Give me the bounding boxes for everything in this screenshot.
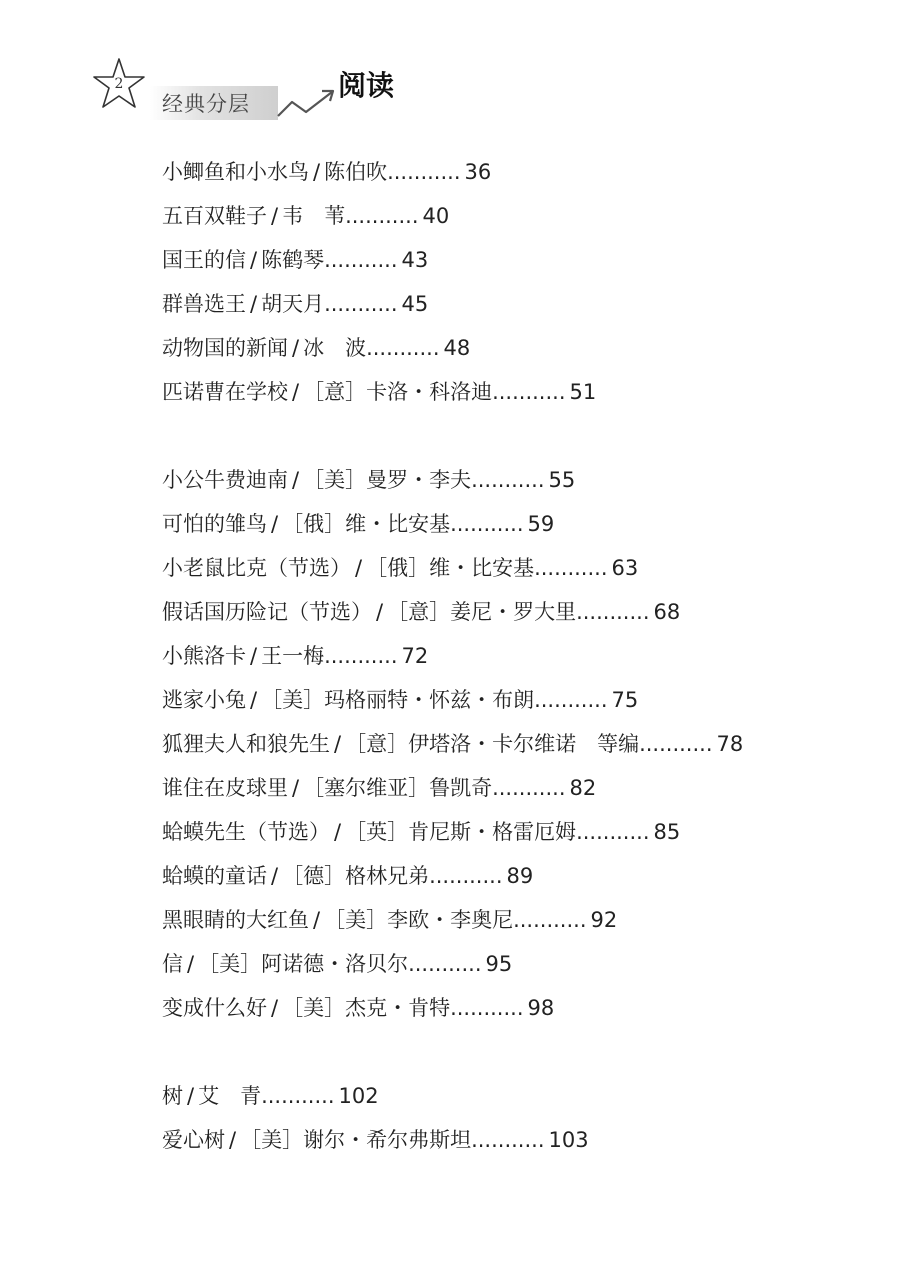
entry-leader: ...........: [408, 952, 482, 976]
entry-author: ［美］阿诺德・洛贝尔: [198, 952, 409, 976]
entry-title: 树: [162, 1084, 183, 1108]
arrow-icon: [276, 86, 340, 120]
entry-author: ［意］伊塔洛・卡尔维诺 等编: [345, 732, 640, 756]
entry-leader: ...........: [324, 292, 398, 316]
entry-leader: ...........: [429, 864, 503, 888]
page-number: 2: [114, 76, 124, 92]
entry-page-number: 43: [401, 248, 429, 272]
entry-author: 陈伯吹: [324, 160, 388, 184]
entry-author: ［俄］维・比安基: [366, 556, 535, 580]
entry-leader: ...........: [471, 468, 545, 492]
toc-entry[interactable]: [162, 238, 862, 282]
toc-entry[interactable]: [162, 502, 862, 546]
entry-title: 小公牛费迪南: [162, 468, 288, 492]
entry-page-number: 89: [506, 864, 534, 888]
entry-author: ［俄］维・比安基: [282, 512, 451, 536]
toc-entry[interactable]: [162, 1118, 862, 1162]
entry-author: ［塞尔维亚］鲁凯奇: [303, 776, 493, 800]
entry-title: 小鲫鱼和小水鸟: [162, 160, 309, 184]
entry-page-number: 95: [485, 952, 513, 976]
entry-author: ［意］卡洛・科洛迪: [303, 380, 493, 404]
entry-title: 蛤蟆的童话: [162, 864, 267, 888]
entry-leader: ...........: [450, 996, 524, 1020]
entry-separator: /: [271, 512, 279, 536]
entry-author: 韦 苇: [282, 204, 346, 228]
toc-entry[interactable]: [162, 458, 862, 502]
entry-separator: /: [271, 864, 279, 888]
entry-separator: /: [292, 336, 300, 360]
entry-page-number: 68: [653, 600, 681, 624]
group-spacer: [162, 414, 862, 458]
entry-author: ［美］曼罗・李夫: [303, 468, 472, 492]
entry-title: 匹诺曹在学校: [162, 380, 288, 404]
entry-author: ［美］杰克・肯特: [282, 996, 451, 1020]
entry-page-number: 85: [653, 820, 681, 844]
entry-separator: /: [271, 996, 279, 1020]
toc-entry[interactable]: [162, 986, 862, 1030]
entry-separator: /: [355, 556, 363, 580]
entry-separator: /: [187, 952, 195, 976]
toc-entry[interactable]: [162, 194, 862, 238]
entry-title: 信: [162, 952, 183, 976]
entry-page-number: 45: [401, 292, 429, 316]
page-title: 阅读: [338, 69, 395, 102]
entry-page-number: 102: [338, 1084, 379, 1108]
entry-leader: ...........: [492, 776, 566, 800]
page-header: [0, 0, 900, 140]
entry-title: 逃家小兔: [162, 688, 246, 712]
entry-leader: ...........: [261, 1084, 335, 1108]
toc-entry[interactable]: [162, 1074, 862, 1118]
entry-title: 小熊洛卡: [162, 644, 246, 668]
entry-page-number: 63: [611, 556, 639, 580]
toc-entry[interactable]: [162, 942, 862, 986]
toc-entry[interactable]: [162, 546, 862, 590]
toc-entry[interactable]: [162, 898, 862, 942]
entry-author: ［意］姜尼・罗大里: [387, 600, 577, 624]
toc-entry[interactable]: [162, 634, 862, 678]
entry-separator: /: [292, 776, 300, 800]
toc-entry[interactable]: [162, 678, 862, 722]
entry-separator: /: [271, 204, 279, 228]
section-tag: 经典分层: [162, 92, 250, 116]
entry-separator: /: [250, 644, 258, 668]
entry-leader: ...........: [534, 688, 608, 712]
toc-entry[interactable]: [162, 150, 862, 194]
entry-leader: ...........: [471, 1128, 545, 1152]
entry-leader: ...........: [513, 908, 587, 932]
entry-title: 变成什么好: [162, 996, 267, 1020]
entry-leader: ...........: [366, 336, 440, 360]
entry-page-number: 48: [443, 336, 471, 360]
toc-entry[interactable]: [162, 722, 862, 766]
entry-title: 狐狸夫人和狼先生: [162, 732, 330, 756]
entry-author: 冰 波: [303, 336, 367, 360]
entry-title: 五百双鞋子: [162, 204, 267, 228]
entry-leader: ...........: [639, 732, 713, 756]
entry-title: 群兽选王: [162, 292, 246, 316]
entry-separator: /: [313, 908, 321, 932]
entry-title: 小老鼠比克（节选）: [162, 556, 351, 580]
entry-title: 爱心树: [162, 1128, 225, 1152]
entry-page-number: 59: [527, 512, 555, 536]
entry-separator: /: [292, 468, 300, 492]
entry-leader: ...........: [450, 512, 524, 536]
entry-separator: /: [334, 820, 342, 844]
entry-page-number: 98: [527, 996, 555, 1020]
toc-entry[interactable]: [162, 590, 862, 634]
entry-leader: ...........: [534, 556, 608, 580]
entry-separator: /: [187, 1084, 195, 1108]
entry-author: ［英］肯尼斯・格雷厄姆: [345, 820, 577, 844]
entry-page-number: 72: [401, 644, 429, 668]
entry-leader: ...........: [324, 248, 398, 272]
table-of-contents: [162, 150, 862, 1162]
entry-separator: /: [292, 380, 300, 404]
entry-title: 动物国的新闻: [162, 336, 288, 360]
entry-author: 胡天月: [261, 292, 325, 316]
entry-page-number: 92: [590, 908, 618, 932]
entry-title: 国王的信: [162, 248, 246, 272]
entry-author: 王一梅: [261, 644, 325, 668]
entry-leader: ...........: [576, 820, 650, 844]
entry-author: 艾 青: [198, 1084, 262, 1108]
entry-page-number: 75: [611, 688, 639, 712]
entry-page-number: 55: [548, 468, 576, 492]
entry-separator: /: [250, 248, 258, 272]
toc-entry[interactable]: [162, 854, 862, 898]
entry-author: ［美］玛格丽特・怀兹・布朗: [261, 688, 535, 712]
entry-title: 黑眼睛的大红鱼: [162, 908, 309, 932]
entry-leader: ...........: [576, 600, 650, 624]
entry-separator: /: [229, 1128, 237, 1152]
entry-page-number: 78: [716, 732, 744, 756]
toc-entry[interactable]: [162, 810, 862, 854]
entry-separator: /: [250, 688, 258, 712]
entry-page-number: 40: [422, 204, 450, 228]
group-spacer: [162, 1030, 862, 1074]
toc-entry[interactable]: [162, 282, 862, 326]
entry-author: 陈鹤琴: [261, 248, 325, 272]
entry-leader: ...........: [492, 380, 566, 404]
entry-leader: ...........: [345, 204, 419, 228]
toc-entry[interactable]: [162, 766, 862, 810]
entry-title: 假话国历险记（节选）: [162, 600, 372, 624]
entry-leader: ...........: [324, 644, 398, 668]
entry-title: 蛤蟆先生（节选）: [162, 820, 330, 844]
entry-title: 可怕的雏鸟: [162, 512, 267, 536]
toc-entry[interactable]: [162, 370, 862, 414]
entry-author: ［美］李欧・李奥尼: [324, 908, 514, 932]
entry-leader: ...........: [387, 160, 461, 184]
entry-separator: /: [376, 600, 384, 624]
entry-separator: /: [250, 292, 258, 316]
entry-separator: /: [334, 732, 342, 756]
entry-title: 谁住在皮球里: [162, 776, 288, 800]
toc-entry[interactable]: [162, 326, 862, 370]
entry-author: ［德］格林兄弟: [282, 864, 430, 888]
entry-page-number: 82: [569, 776, 597, 800]
entry-page-number: 51: [569, 380, 597, 404]
entry-page-number: 36: [464, 160, 492, 184]
entry-separator: /: [313, 160, 321, 184]
entry-author: ［美］谢尔・希尔弗斯坦: [240, 1128, 472, 1152]
entry-page-number: 103: [548, 1128, 589, 1152]
